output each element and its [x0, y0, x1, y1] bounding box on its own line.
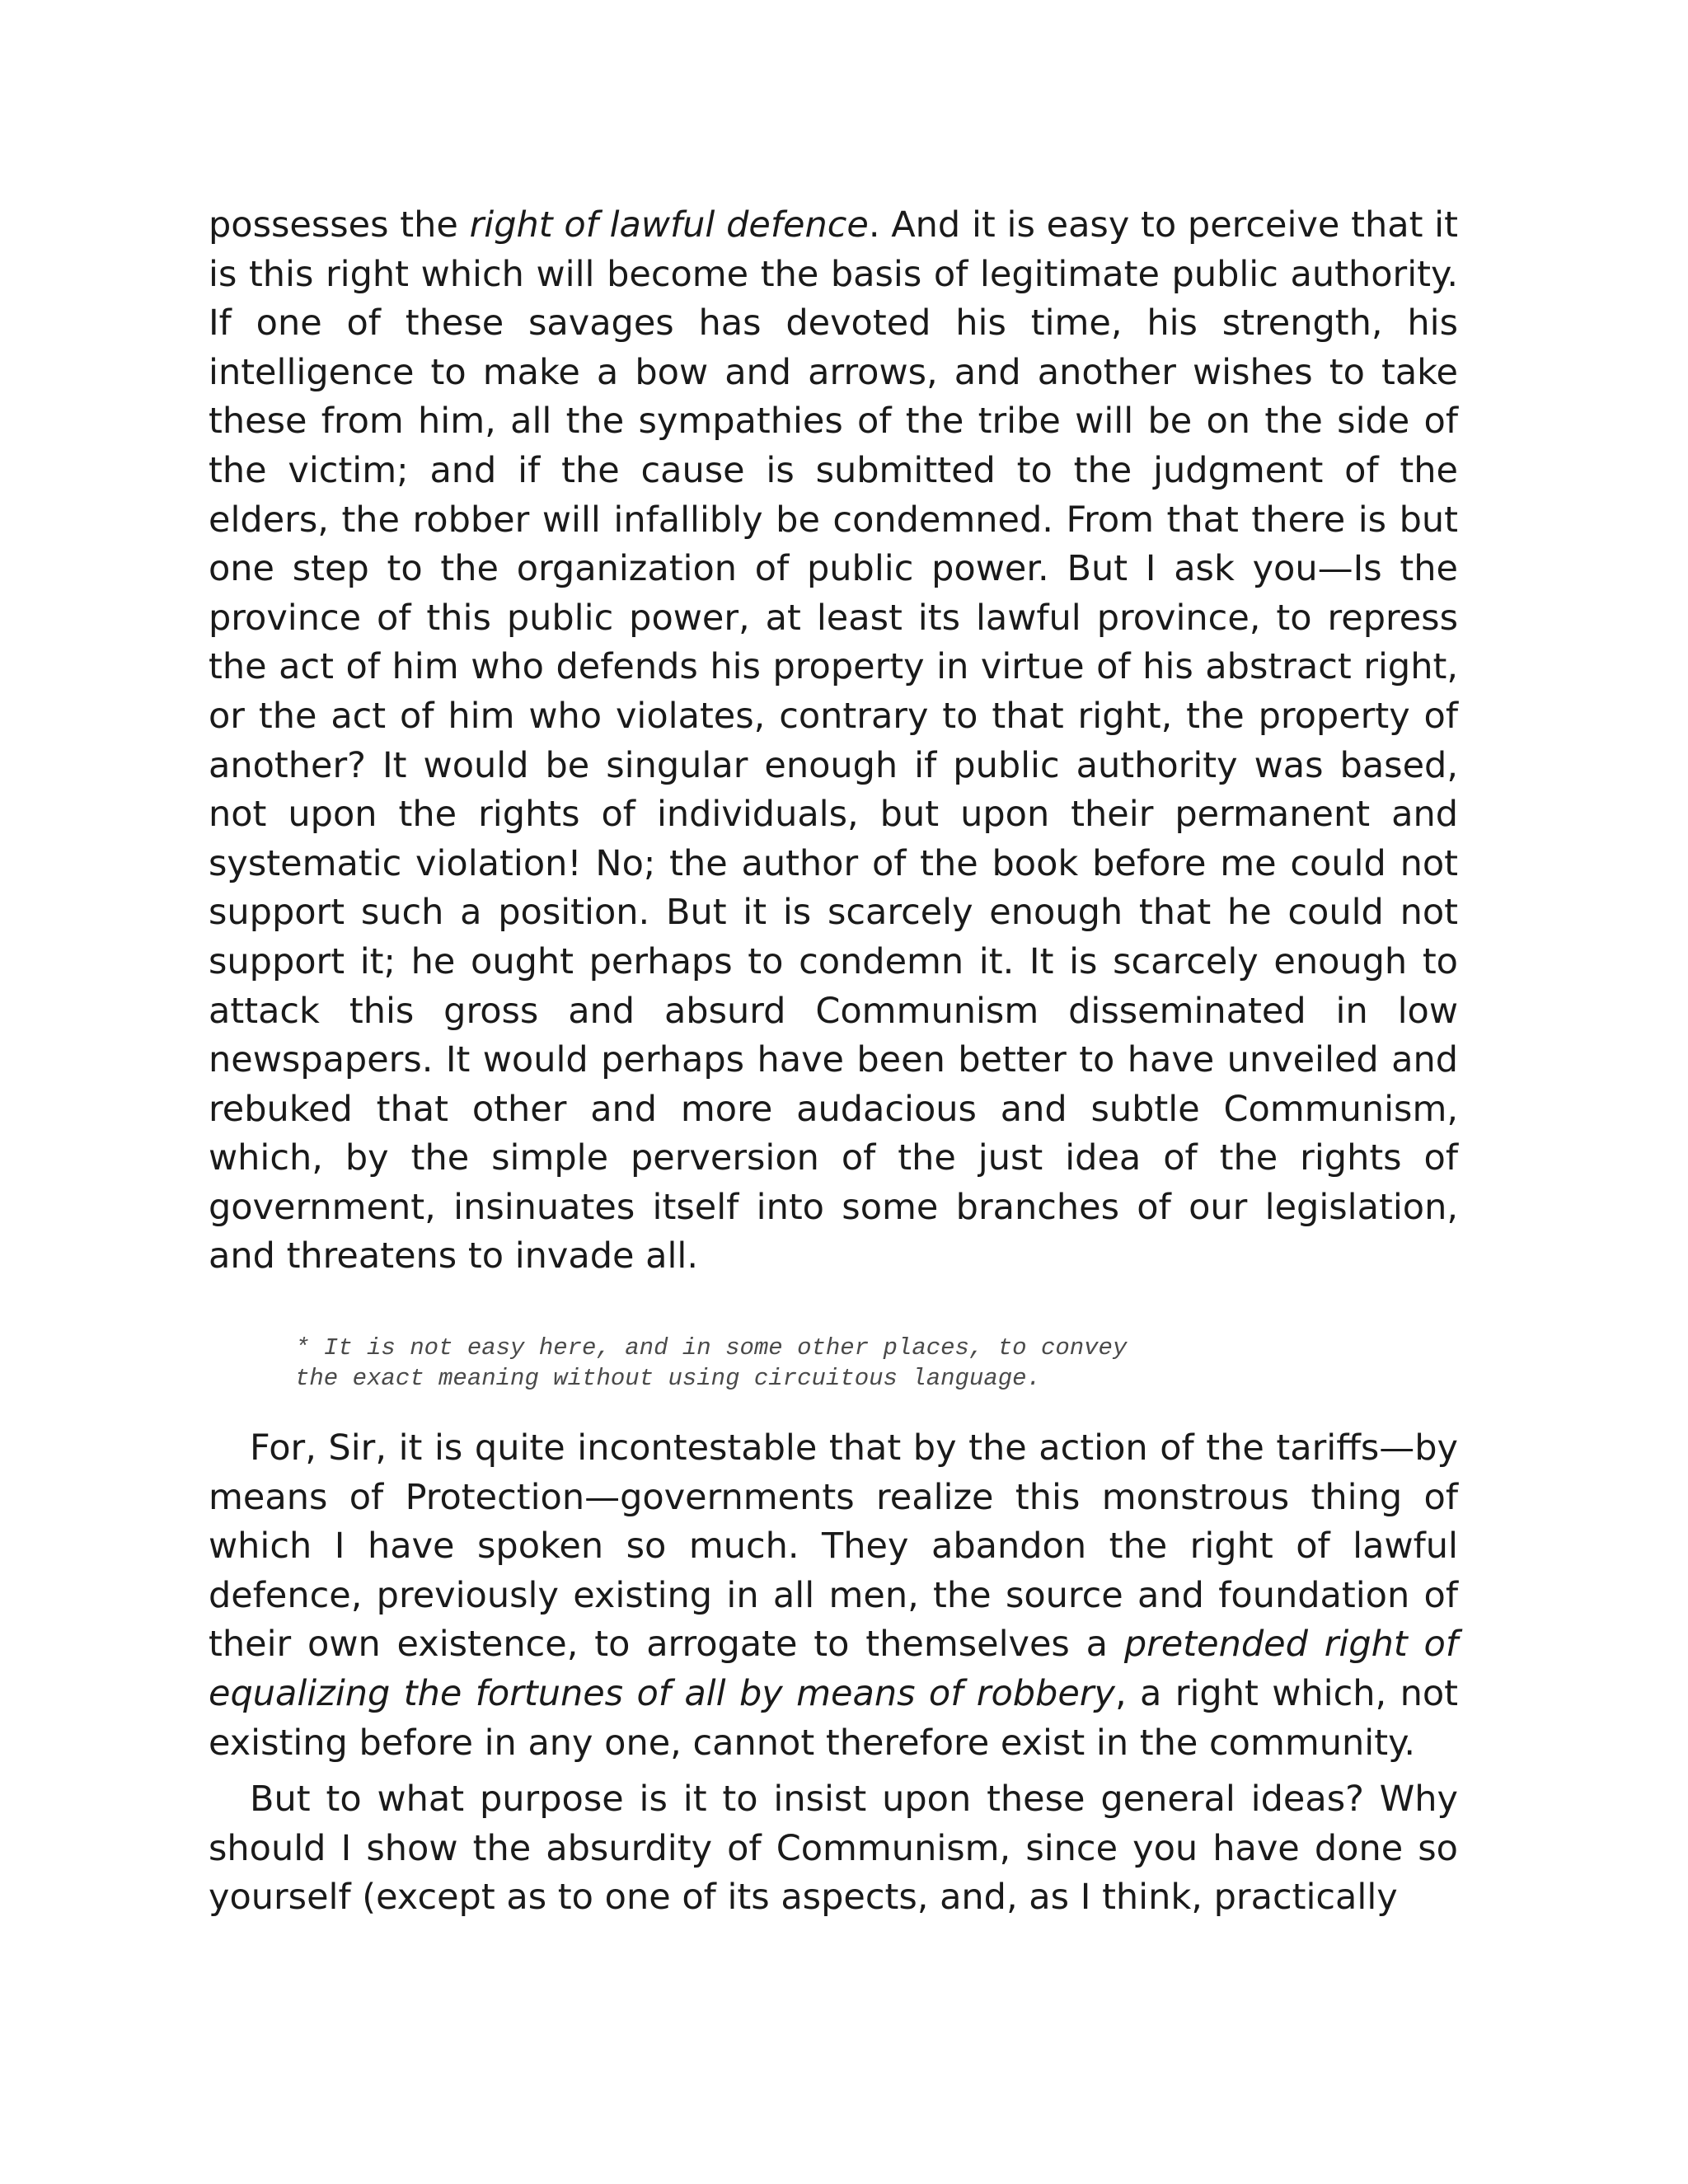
- paragraph-1: [209, 201, 1458, 1282]
- page-body: [209, 201, 1458, 1923]
- footnote-line-1: * It is not easy here, and in some other places, to convey: [295, 1334, 1128, 1362]
- paragraph-2: [209, 1424, 1458, 1768]
- paragraph-1-emphasis: right of lawful defence: [469, 204, 869, 246]
- paragraph-3: [209, 1775, 1458, 1923]
- paragraph-2-text-b: , a right which, not existing before in any one, cannot therefore exist in the community.: [209, 1673, 1458, 1764]
- paragraph-2-text-a: For, Sir, it is quite incontestable that by the action of the tariffs—by means of Protection—governments realize this monstrous thing of which I have spoken so much. They abandon the right of lawful defence, previously existing in all men, the source and foundation of their own existence, to arrogate to themselves a: [209, 1427, 1458, 1666]
- paragraph-3-text: But to what purpose is it to insist upon these general ideas? Why should I show the absurdity of Communism, since you have done so yourself (except as to one of its aspects, and, as I think, practically: [209, 1779, 1458, 1919]
- footnote: [295, 1333, 1458, 1394]
- paragraph-1-text-a: possesses the: [209, 204, 470, 246]
- footnote-line-2: the exact meaning without using circuitous language.: [295, 1365, 1041, 1393]
- paragraph-2-emphasis: pretended right of equalizing the fortunes of all by means of robbery: [209, 1624, 1458, 1715]
- paragraph-1-text-b: . And it is easy to perceive that it is this right which will become the basis of legitimate public authority. If one of these savages has devoted his time, his strength, his intelligence to make a bow and arrows, and another wishes to take these from him, all the sympathies of the tribe will be on the side of the victim; and if the cause is submitted to the judgment of the elders, the robber will infallibly be condemned. From that there is but one step to the organization of public power. But I ask you—Is the province of this public power, at least its lawful province, to repress the act of him who defends his property in virtue of his abstract right, or the act of him who violates, contrary to that right, the property of another? It would be singular enough if public authority was based, not upon the rights of individuals, but upon their permanent and systematic violation! No; the author of the book before me could not support such a position. But it is scarcely enough that he could not support it; he ought perhaps to condemn it. It is scarcely enough to attack this gross and absurd Communism disseminated in low newspapers. It would perhaps have been better to have unveiled and rebuked that other and more audacious and subtle Communism, which, by the simple perversion of the just idea of the rights of government, insinuates itself into some branches of our legislation, and threatens to invade all.: [209, 204, 1458, 1277]
